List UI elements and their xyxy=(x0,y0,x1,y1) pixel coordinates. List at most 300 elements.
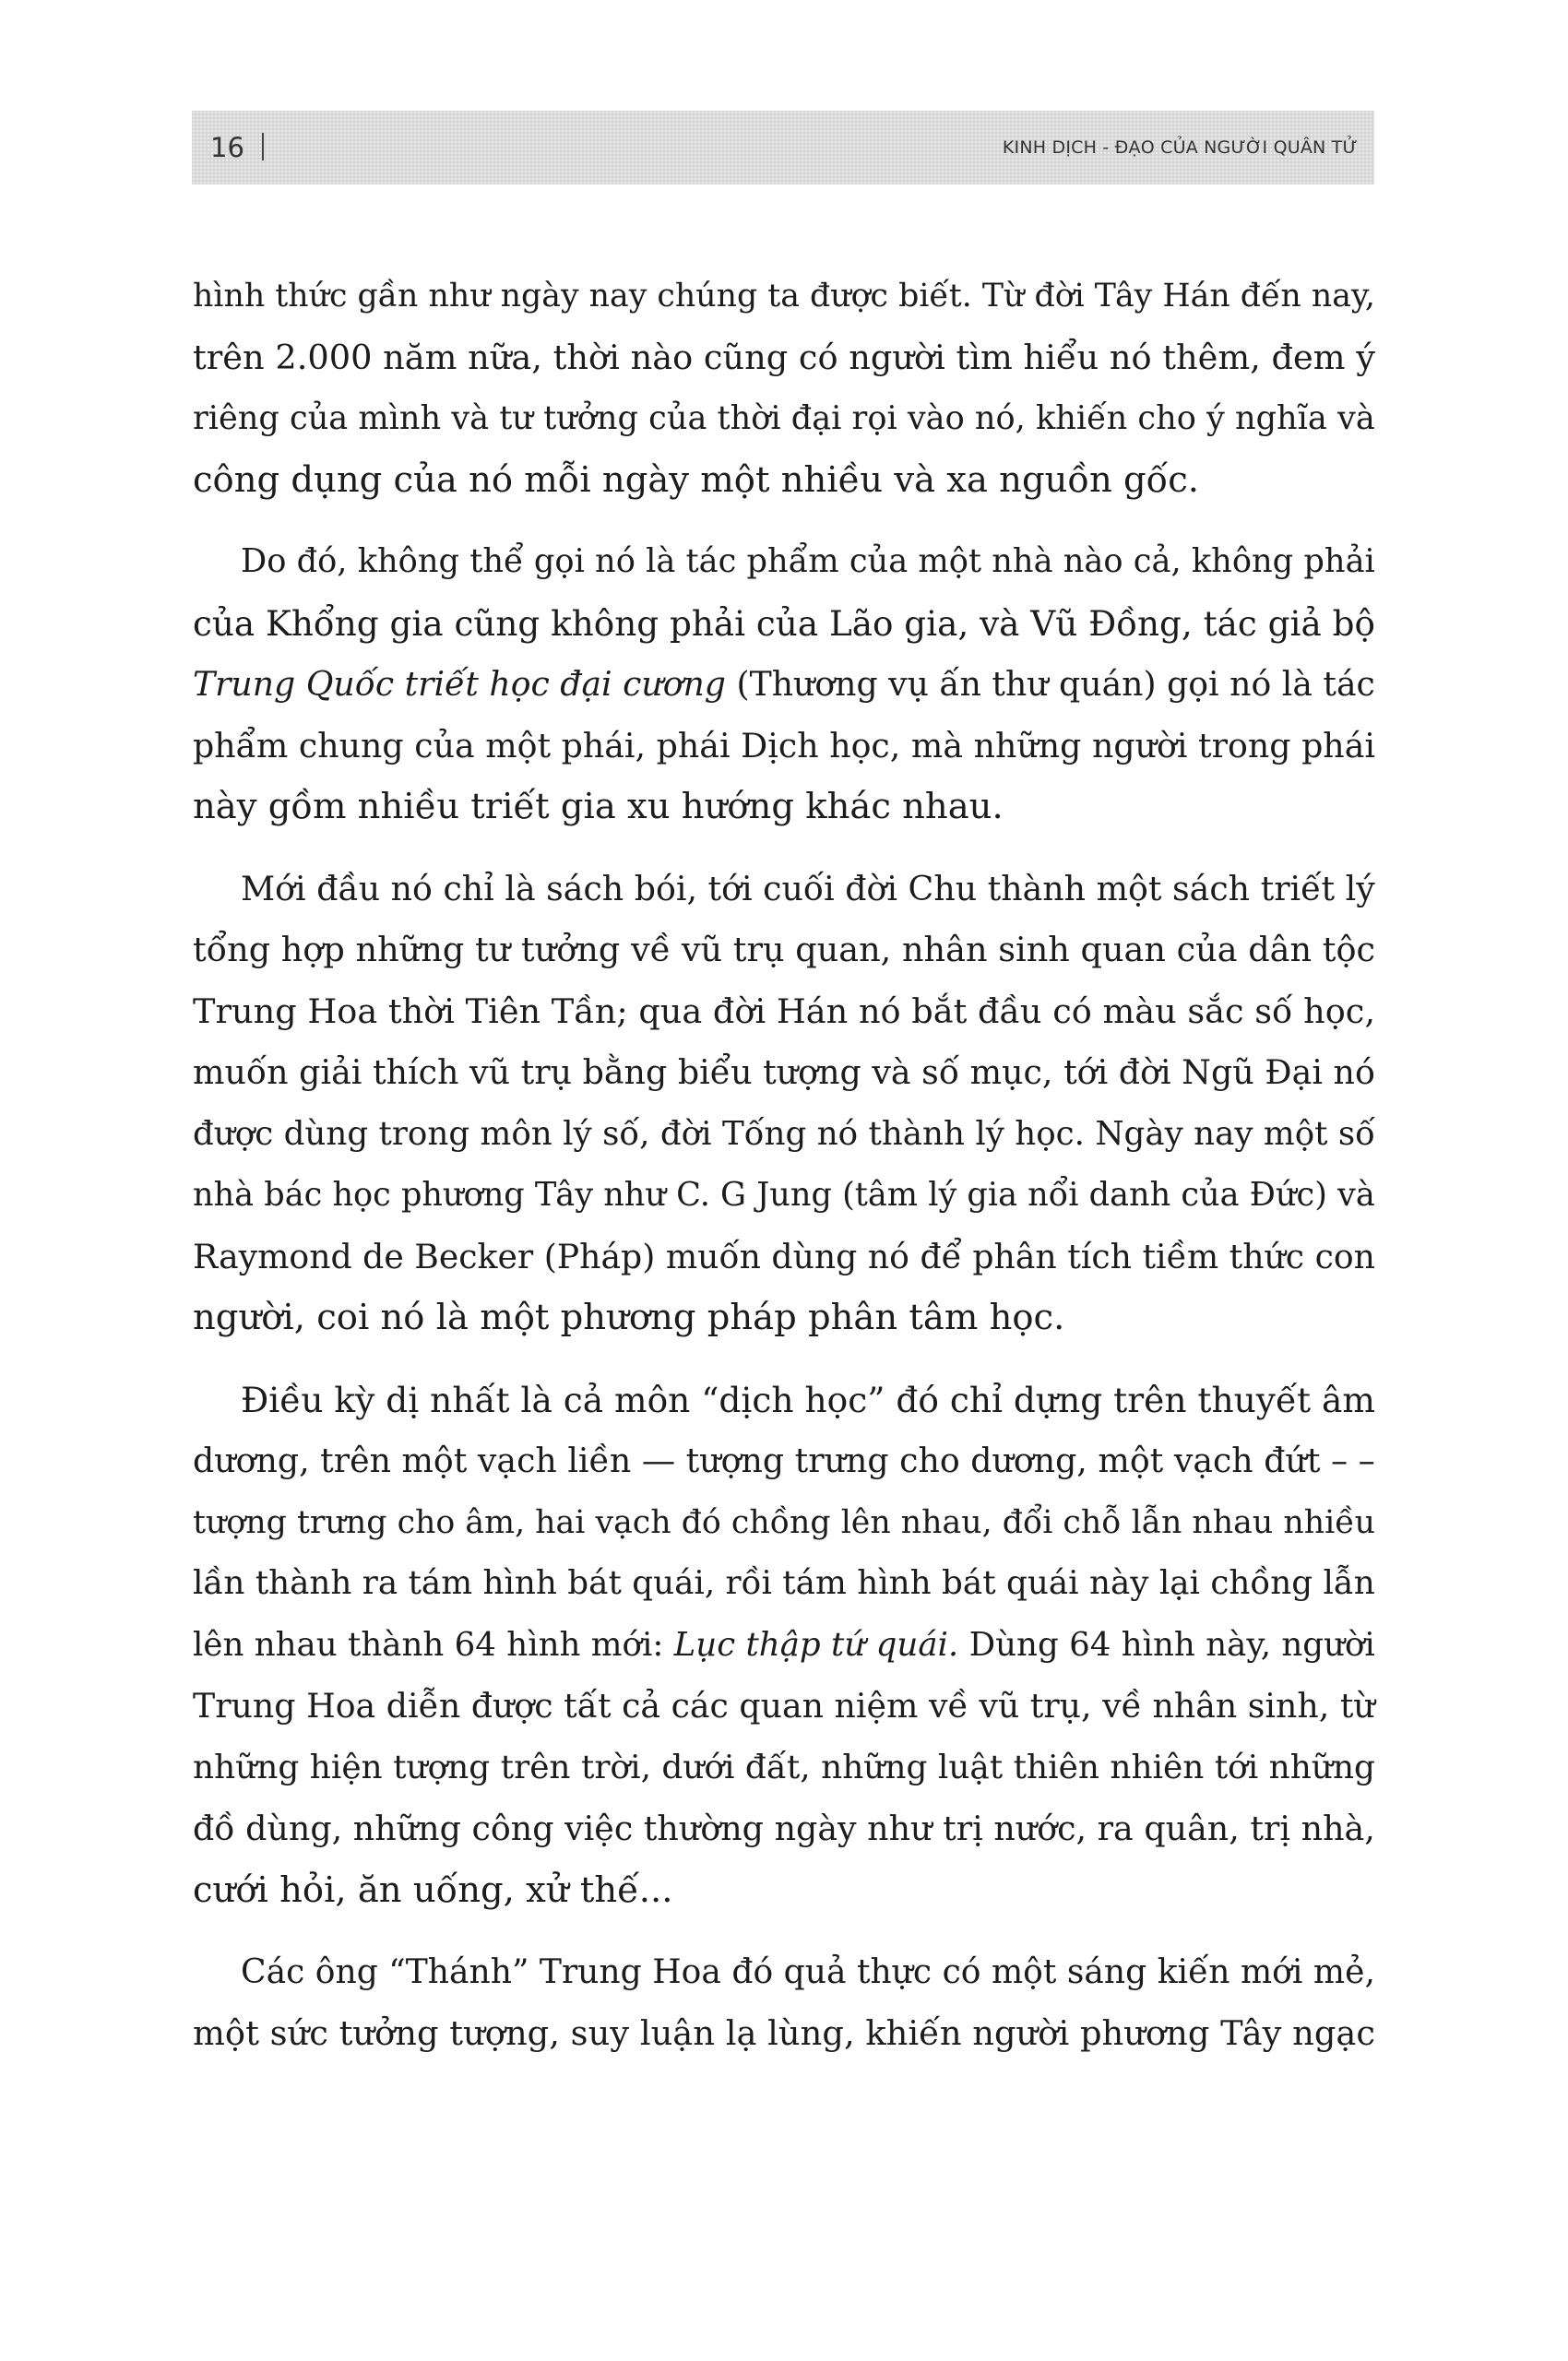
word: ý xyxy=(1356,337,1375,377)
word: tượng xyxy=(685,1441,785,1480)
word: nó xyxy=(816,1114,859,1153)
word: và xyxy=(1337,1176,1375,1214)
word: có xyxy=(1052,991,1092,1031)
word: gia xyxy=(389,602,444,644)
word: tám xyxy=(782,1564,847,1602)
word: thường xyxy=(643,1809,764,1848)
word: ngày xyxy=(774,1809,857,1848)
word: số xyxy=(1337,1114,1375,1153)
word: của xyxy=(414,725,475,765)
word: quái. xyxy=(875,1625,959,1664)
word: (Pháp) xyxy=(543,1236,656,1276)
word: rọi xyxy=(851,399,897,437)
word: bát xyxy=(567,1564,622,1602)
word: Tây xyxy=(1220,2012,1282,2053)
word: những xyxy=(355,930,465,969)
text-line xyxy=(193,981,1375,1043)
word: Đại xyxy=(1265,1052,1323,1092)
word: tư xyxy=(499,399,533,437)
word: năm xyxy=(383,337,457,377)
word: thuyết xyxy=(1197,1379,1312,1420)
word: quái xyxy=(1005,1564,1079,1602)
word: tác xyxy=(685,542,737,580)
word: cương xyxy=(623,664,726,704)
word: ấn xyxy=(939,664,981,704)
word: người xyxy=(849,337,945,377)
word: học xyxy=(489,664,550,704)
word: cả xyxy=(563,1379,604,1420)
word: Tần; xyxy=(551,991,628,1031)
word: nó xyxy=(1229,664,1272,704)
word: học, xyxy=(1303,991,1375,1031)
word: số, xyxy=(602,1114,650,1153)
word: âm xyxy=(1322,1379,1375,1420)
word: Tiên xyxy=(465,991,541,1031)
text-line xyxy=(193,1227,1375,1288)
word: tổng xyxy=(193,930,271,969)
word: của xyxy=(1176,930,1238,969)
word: Hoa xyxy=(307,991,378,1031)
word: Hán xyxy=(776,991,849,1031)
word: một xyxy=(1263,1114,1328,1153)
word: trong xyxy=(378,1114,470,1153)
word: phải xyxy=(669,602,746,644)
word: sáng xyxy=(1066,1952,1147,1991)
word: và xyxy=(1336,399,1375,437)
word: được xyxy=(193,1114,274,1153)
word: có xyxy=(798,337,838,377)
word: đời xyxy=(845,868,897,908)
word: giả xyxy=(1267,602,1322,644)
word: ông xyxy=(315,1952,378,1991)
word: đời xyxy=(1034,278,1085,314)
word: nhiên xyxy=(1110,1748,1205,1786)
word: – xyxy=(1330,1441,1348,1480)
word: vạch xyxy=(477,1441,557,1480)
word: thành xyxy=(255,1564,352,1602)
word: nhất xyxy=(430,1379,510,1420)
word: những xyxy=(1268,1748,1375,1786)
word: đầu xyxy=(316,868,381,908)
word: thời xyxy=(552,337,620,377)
word: về xyxy=(630,930,671,969)
word: ra xyxy=(362,1564,398,1602)
word: mẻ, xyxy=(1313,1952,1375,1991)
word: quả xyxy=(783,1952,847,1991)
word: chỗ xyxy=(1063,1503,1122,1541)
word: gia, xyxy=(904,602,969,644)
word: tứ xyxy=(831,1625,866,1664)
word: Raymond xyxy=(193,1236,352,1276)
word: lại xyxy=(1158,1564,1200,1602)
word: công xyxy=(471,1809,554,1848)
word: thành xyxy=(348,1625,445,1664)
word: khiến xyxy=(1035,399,1128,437)
word: suy xyxy=(570,2012,630,2053)
word: phái, xyxy=(561,725,647,765)
word: lạ xyxy=(725,2012,757,2053)
word: như xyxy=(603,1176,666,1214)
word: nhau xyxy=(254,1625,338,1664)
word: (tâm xyxy=(842,1176,919,1214)
word: hình xyxy=(193,278,266,314)
word: Mới xyxy=(241,868,306,908)
word: sinh, xyxy=(1247,1686,1330,1726)
word: thức xyxy=(1229,1236,1305,1276)
word: được xyxy=(470,1686,553,1726)
word: của xyxy=(193,602,255,644)
word: cả, xyxy=(1133,542,1182,580)
word: tám xyxy=(408,1564,473,1602)
word: nay xyxy=(1194,1114,1253,1153)
word: vũ xyxy=(979,1686,1020,1726)
word: sinh xyxy=(998,930,1070,969)
word: Các xyxy=(241,1952,305,1991)
word: đó xyxy=(731,1952,774,1991)
text-line xyxy=(193,531,1375,593)
word: muốn xyxy=(665,1236,761,1276)
word: trên xyxy=(500,1748,571,1786)
word: nào xyxy=(630,337,694,377)
word: nó xyxy=(1109,337,1152,377)
word: các xyxy=(671,1686,729,1726)
text-line xyxy=(193,388,1375,450)
word: de xyxy=(362,1236,404,1276)
word: triết xyxy=(1260,868,1336,908)
word: dưới xyxy=(661,1748,735,1786)
word: Trung xyxy=(193,664,296,704)
word: tác xyxy=(1203,602,1257,644)
word: qua xyxy=(638,991,703,1031)
text-line: này gồm nhiều triết gia xu hướng khác nhau. xyxy=(193,786,1004,827)
word: là xyxy=(1281,664,1313,704)
word: Hoa xyxy=(306,1686,376,1726)
word: đại xyxy=(560,664,612,704)
text-line xyxy=(193,1615,1375,1677)
word: là xyxy=(520,1379,552,1420)
word: nó xyxy=(867,1236,909,1276)
word: cả xyxy=(622,1686,661,1726)
word: nó xyxy=(1333,1052,1375,1092)
word: những xyxy=(352,1809,461,1848)
text-line xyxy=(193,859,1375,920)
word: 2.000 xyxy=(275,337,373,377)
word: nhà, xyxy=(1301,1809,1375,1848)
word: nhân xyxy=(901,930,988,969)
word: đời xyxy=(712,991,766,1031)
word: người xyxy=(1281,1625,1375,1664)
page-header xyxy=(192,111,1374,184)
word: nhà xyxy=(193,1176,255,1214)
word: nghĩa xyxy=(1234,399,1327,437)
word: đại xyxy=(790,399,842,437)
word: dùng xyxy=(283,1114,369,1153)
word: của xyxy=(849,542,909,580)
word: luận xyxy=(639,2012,715,2053)
word: cũng xyxy=(703,337,789,377)
word: phương xyxy=(1079,2012,1210,2053)
word: riêng xyxy=(193,399,279,437)
text-line xyxy=(193,593,1375,655)
paragraph xyxy=(193,1941,1375,2064)
word: Tây xyxy=(534,1176,594,1214)
word: danh xyxy=(1088,1176,1171,1214)
word: bác xyxy=(264,1176,323,1214)
word: triết xyxy=(404,664,479,704)
word: Lão xyxy=(828,602,894,644)
word: để xyxy=(920,1236,962,1276)
word: thời xyxy=(387,991,455,1031)
word: giải xyxy=(299,1052,362,1092)
word: sắc xyxy=(1187,991,1244,1031)
word: hình xyxy=(1121,1625,1195,1664)
word: tích xyxy=(1067,1236,1132,1276)
word: bắt xyxy=(911,991,968,1031)
word: ta xyxy=(767,278,800,314)
word: Quốc xyxy=(305,664,395,704)
word: niệm xyxy=(834,1686,919,1726)
word: đồ xyxy=(193,1809,235,1848)
word: bộ xyxy=(1332,602,1375,644)
word: Do xyxy=(241,542,287,580)
word: của xyxy=(290,399,349,437)
word: nhau xyxy=(1192,1503,1274,1541)
word: Chu xyxy=(908,868,978,908)
word: Lục xyxy=(673,1625,736,1664)
word: trên xyxy=(193,337,265,377)
word: tới xyxy=(1063,1052,1109,1092)
word: mới xyxy=(1240,1952,1303,1991)
text-line xyxy=(193,919,1375,981)
word: gọi xyxy=(1167,664,1219,704)
page-number: 16 xyxy=(210,132,244,163)
word: tư xyxy=(474,930,511,969)
word: thể xyxy=(469,542,524,580)
word: vũ xyxy=(681,930,723,969)
word: tượng xyxy=(393,1748,491,1786)
word: này, xyxy=(1206,1625,1272,1664)
word: thập xyxy=(745,1625,821,1664)
word: Ngũ xyxy=(1182,1052,1254,1092)
word: nay xyxy=(588,278,647,314)
word: lý xyxy=(563,1114,592,1153)
word: nữa, xyxy=(468,337,542,377)
word: bát xyxy=(942,1564,996,1602)
word: bằng xyxy=(582,1052,668,1092)
word: vạch xyxy=(1173,1441,1253,1480)
word: một xyxy=(1098,1441,1164,1480)
word: trụ xyxy=(520,1052,573,1092)
word: lý xyxy=(1345,868,1375,908)
word: diễn xyxy=(386,1686,461,1726)
word: dựng xyxy=(1013,1379,1103,1420)
header-divider xyxy=(262,133,264,160)
word: rồi xyxy=(725,1564,772,1602)
word: nay, xyxy=(1311,278,1375,314)
word: là xyxy=(646,542,676,580)
word: cuối xyxy=(763,868,835,908)
word: lẫn xyxy=(1131,1503,1182,1541)
word: có xyxy=(942,1952,981,1991)
word: hiểu xyxy=(1023,337,1099,377)
word: thực xyxy=(856,1952,932,1991)
word: trị xyxy=(943,1809,983,1848)
word: dùng, xyxy=(245,1809,343,1848)
word: Khổng xyxy=(266,602,379,644)
body-text xyxy=(193,266,1375,2084)
word: cũng xyxy=(454,602,540,644)
word: Tây xyxy=(1094,278,1153,314)
word: phẩm xyxy=(193,725,289,765)
word: nhân xyxy=(1152,1686,1238,1726)
word: gần xyxy=(357,278,419,314)
word: thành xyxy=(868,1114,965,1153)
word: tượng, xyxy=(449,2012,560,2053)
word: chúng xyxy=(657,278,758,314)
word: và xyxy=(980,602,1020,644)
word: đó, xyxy=(296,542,348,580)
word: thành xyxy=(987,868,1087,908)
word: số xyxy=(1254,991,1293,1031)
word: nhau, xyxy=(900,1503,992,1541)
word: dị xyxy=(386,1379,420,1420)
word: thêm, xyxy=(1162,337,1261,377)
word: trụ xyxy=(732,930,785,969)
word: tác xyxy=(1323,664,1375,704)
word: nổi xyxy=(1028,1176,1079,1214)
word: một xyxy=(918,542,982,580)
word: lên xyxy=(840,1503,891,1541)
word: trưng xyxy=(296,1503,387,1541)
word: tìm xyxy=(956,337,1013,377)
word: quái, xyxy=(632,1564,716,1602)
word: nó xyxy=(595,542,636,580)
word: của xyxy=(1181,1176,1240,1214)
paragraph xyxy=(193,1370,1375,1922)
word: Trung xyxy=(193,991,297,1031)
word: Trung xyxy=(539,1952,642,1991)
word: tiềm xyxy=(1142,1236,1219,1276)
word: dùng xyxy=(771,1236,858,1276)
word: quan xyxy=(1080,930,1166,969)
text-line xyxy=(193,1798,1375,1860)
word: Điều xyxy=(241,1379,324,1420)
word: gia xyxy=(967,1176,1018,1214)
text-line xyxy=(193,654,1375,716)
word: ý xyxy=(1206,399,1225,437)
text-line xyxy=(193,716,1375,777)
word: trên xyxy=(1113,1379,1187,1420)
word: này xyxy=(1088,1564,1149,1602)
word: tới xyxy=(707,868,753,908)
word: những xyxy=(193,1748,300,1786)
word: của xyxy=(648,399,707,437)
word: lý xyxy=(928,1176,957,1214)
word: và xyxy=(872,1052,911,1092)
word: thư xyxy=(992,664,1049,704)
word: kiến xyxy=(1157,1952,1230,1991)
word: môn xyxy=(614,1379,691,1420)
word: trong xyxy=(1198,725,1291,765)
word: Đồng, xyxy=(1088,602,1193,644)
word: trị xyxy=(1250,1809,1291,1848)
word: thời xyxy=(717,399,781,437)
paragraph xyxy=(193,859,1375,1349)
text-line xyxy=(193,1676,1375,1738)
word: hình xyxy=(482,1564,557,1602)
word: vào xyxy=(907,399,965,437)
text-line xyxy=(193,1165,1375,1227)
word: đem xyxy=(1271,337,1346,377)
word: học, xyxy=(829,725,901,765)
word: một xyxy=(991,1952,1057,1991)
word: tưởng xyxy=(339,2012,439,2053)
word: phẩm xyxy=(746,542,839,580)
word: những xyxy=(821,1748,928,1786)
word: bói, xyxy=(634,868,697,908)
word: biểu xyxy=(677,1052,753,1092)
word: không xyxy=(1191,542,1294,580)
word: Becker xyxy=(414,1236,534,1276)
word: trưng xyxy=(794,1441,889,1480)
word: lần xyxy=(193,1564,245,1602)
word: lên xyxy=(193,1625,244,1664)
word: thích xyxy=(372,1052,459,1092)
word: sức xyxy=(269,2012,328,2053)
word: liền xyxy=(567,1441,632,1480)
word: tưởng xyxy=(543,399,639,437)
word: (Thương xyxy=(736,664,878,704)
word: 64 xyxy=(454,1625,496,1664)
word: ngạc xyxy=(1292,2012,1375,2053)
word: Tống xyxy=(721,1114,807,1153)
word: phân xyxy=(972,1236,1057,1276)
word: dân xyxy=(1248,930,1313,969)
word: trời, xyxy=(580,1748,651,1786)
word: đất, xyxy=(744,1748,811,1786)
word: màu xyxy=(1102,991,1177,1031)
word: vạch xyxy=(595,1503,671,1541)
word: người xyxy=(1091,725,1188,765)
word: chồng xyxy=(1210,1564,1313,1602)
word: một xyxy=(401,1441,468,1480)
word: vũ xyxy=(469,1052,511,1092)
word: tượng xyxy=(763,1052,861,1092)
word: đầu xyxy=(978,991,1042,1031)
word: thức xyxy=(275,278,348,314)
word: quan, xyxy=(795,930,892,969)
word: hình xyxy=(506,1625,581,1664)
word: tưởng xyxy=(520,930,621,969)
word: chỉ xyxy=(443,868,494,908)
word: quán) xyxy=(1059,664,1157,704)
word: đời xyxy=(659,1114,712,1153)
word: môn xyxy=(480,1114,552,1153)
word: lùng, xyxy=(767,2012,855,2053)
word: việc xyxy=(564,1809,634,1848)
word: tất xyxy=(564,1686,612,1726)
word: C. xyxy=(676,1176,710,1214)
word: vụ xyxy=(888,664,929,704)
word: quan xyxy=(739,1686,824,1726)
word: chỉ xyxy=(949,1379,1003,1420)
word: ngày xyxy=(500,278,579,314)
paragraph xyxy=(193,531,1375,838)
word: nó, xyxy=(974,399,1026,437)
word: “Thánh” xyxy=(388,1952,529,1991)
word: luật xyxy=(937,1748,1004,1786)
word: sách xyxy=(1172,868,1251,908)
